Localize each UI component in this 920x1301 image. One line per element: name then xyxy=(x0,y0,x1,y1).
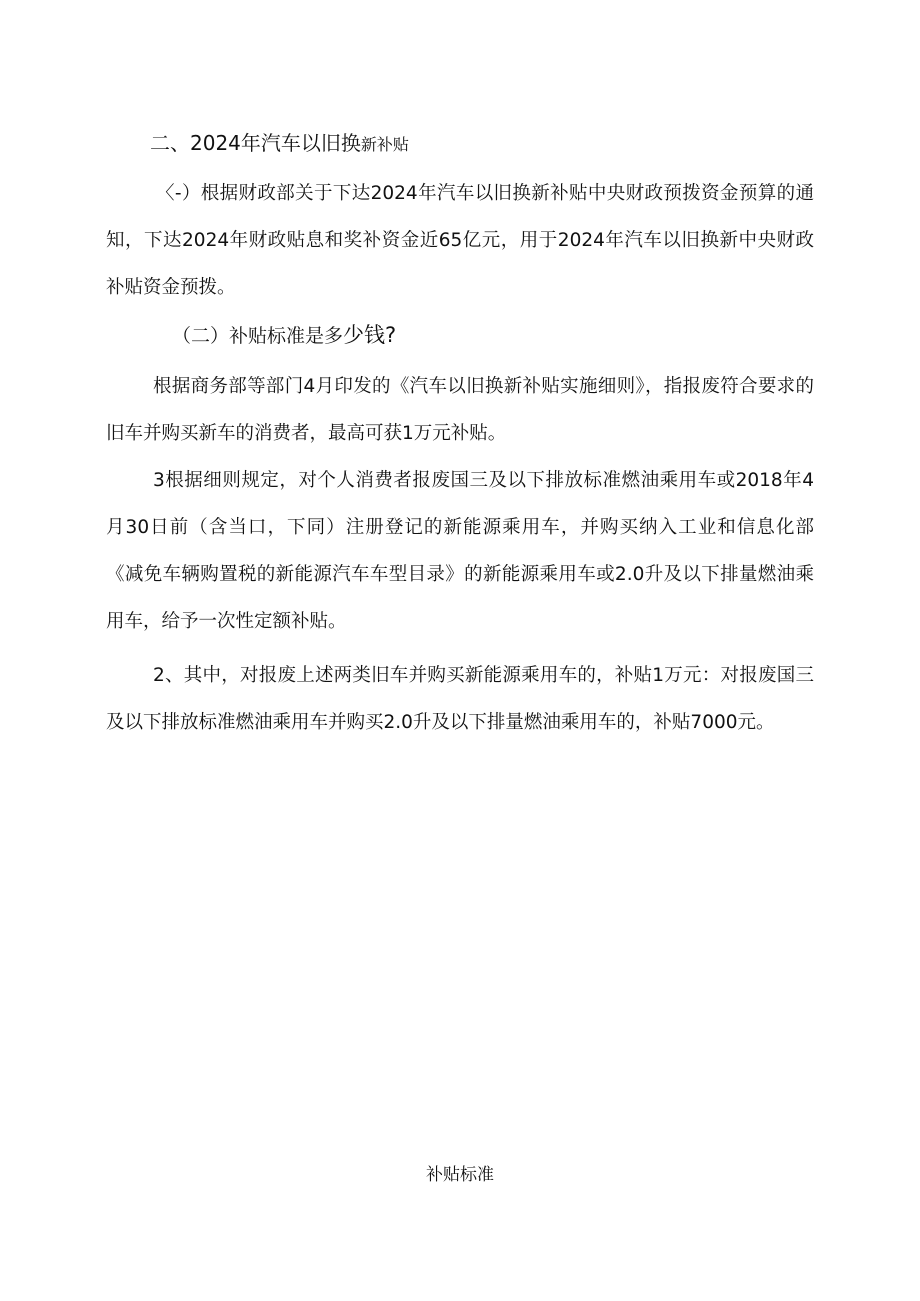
sub-heading xyxy=(172,320,396,351)
section-heading-tail: 新补贴 xyxy=(360,135,409,154)
section-heading xyxy=(150,128,409,160)
figure-caption: 补贴标准 xyxy=(426,1165,494,1185)
sub-heading-main: （二）补贴标准是多 xyxy=(172,325,344,347)
sub-heading-tail: 少钱? xyxy=(343,323,397,347)
paragraph-amounts: 2、其中，对报废上述两类旧车并购买新能源乘用车的，补贴1万元：对报废国三及以下排放标准燃油乘用车并购买2.0升及以下排量燃油乘用车的，补贴7000元。 xyxy=(106,665,814,733)
paragraph-rules: 根据商务部等部门4月印发的《汽车以旧换新补贴实施细则》，指报废符合要求的旧车并购买新车的消费者，最高可获1万元补贴。 xyxy=(106,376,814,444)
paragraph-eligibility: 3根据细则规定，对个人消费者报废国三及以下排放标准燃油乘用车或2018年4月30日前（含当口，下同）注册登记的新能源乘用车，并购买纳入工业和信息化部《减免车辆购置税的新能源汽车车型目录》的新能源乘用车或2.0升及以下排量燃油乘用车，给予一次性定额补贴。 xyxy=(106,470,814,632)
section-heading-main: 二、2024年汽车以旧换 xyxy=(150,131,361,155)
paragraph-funding: 〈-）根据财政部关于下达2024年汽车以旧换新补贴中央财政预拨资金预算的通知，下达2024年财政贴息和奖补资金近65亿元，用于2024年汽车以旧换新中央财政补贴资金预拨。 xyxy=(106,183,814,298)
